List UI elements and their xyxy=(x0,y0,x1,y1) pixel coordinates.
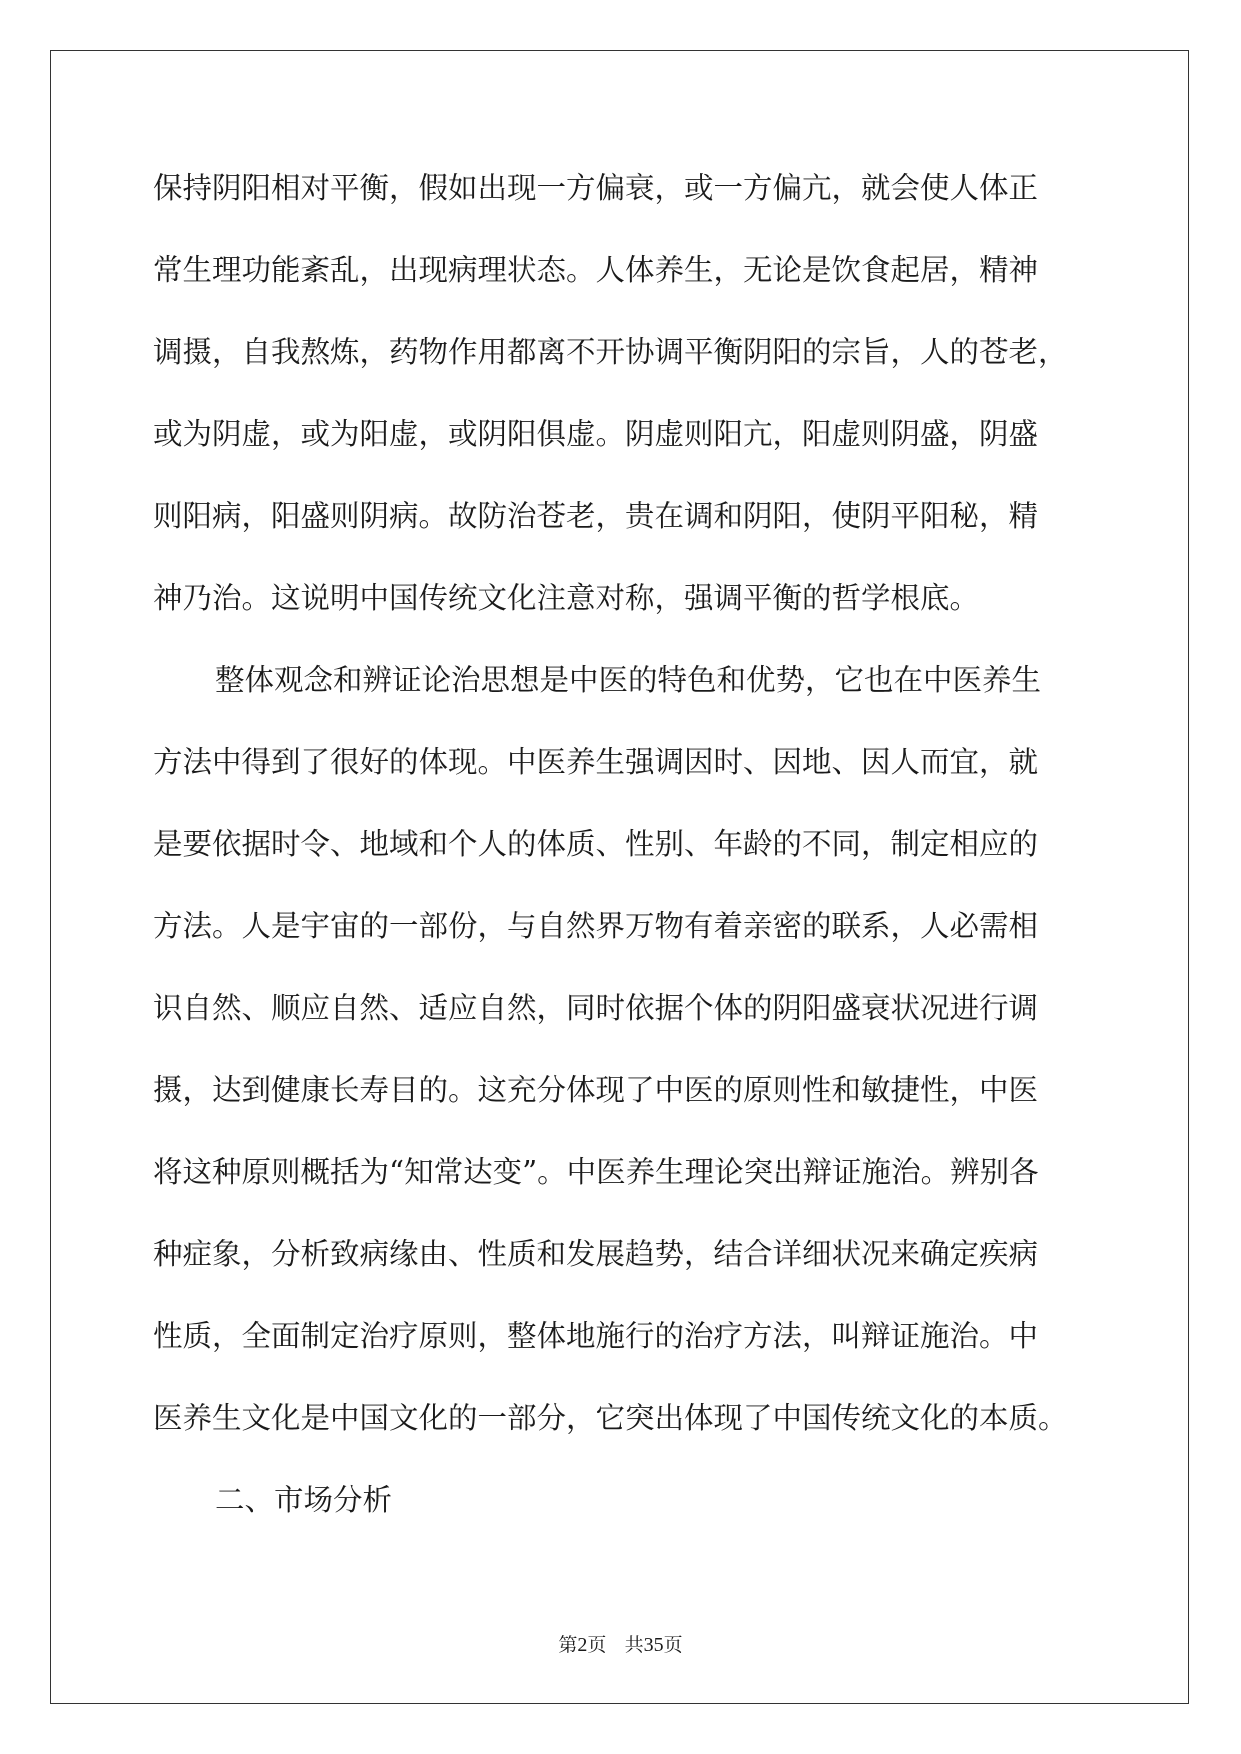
text-line: 方法中得到了很好的体现。中医养生强调因时、因地、因人而宜，就 xyxy=(153,745,1039,779)
text-line: 种症象，分析致病缘由、性质和发展趋势，结合详细状况来确定疾病 xyxy=(153,1237,1039,1271)
page-number: 2 xyxy=(577,1634,588,1656)
page-suffix: 页 xyxy=(587,1634,607,1656)
text-line: 常生理功能紊乱，出现病理状态。人体养生，无论是饮食起居，精神 xyxy=(153,253,1039,287)
text-line: 方法。人是宇宙的一部份，与自然界万物有着亲密的联系，人必需相 xyxy=(153,909,1039,943)
total-pages: 35 xyxy=(643,1634,664,1656)
total-suffix: 页 xyxy=(663,1634,683,1656)
text-line: 神乃治。这说明中国传统文化注意对称，强调平衡的哲学根底。 xyxy=(153,581,980,615)
text-line: 识自然、顺应自然、适应自然，同时依据个体的阴阳盛衰状况进行调 xyxy=(153,991,1039,1025)
text-line: 则阳病，阳盛则阴病。故防治苍老，贵在调和阴阳，使阴平阳秘，精 xyxy=(153,499,1039,533)
text-line: 性质，全面制定治疗原则，整体地施行的治疗方法，叫辩证施治。中 xyxy=(153,1319,1039,1353)
section-heading: 二、市场分析 xyxy=(215,1483,393,1517)
text-line: 将这种原则概括为“知常达变”。中医养生理论突出辩证施治。辨别各 xyxy=(153,1155,1039,1189)
text-line: 保持阴阳相对平衡，假如出现一方偏衰，或一方偏亢，就会使人体正 xyxy=(153,171,1039,205)
text-line: 是要依据时令、地域和个人的体质、性别、年龄的不同，制定相应的 xyxy=(153,827,1039,861)
text-line: 医养生文化是中国文化的一部分，它突出体现了中国传统文化的本质。 xyxy=(153,1401,1068,1435)
text-line: 调摄，自我熬炼，药物作用都离不开协调平衡阴阳的宗旨，人的苍老， xyxy=(153,335,1068,369)
text-line: 或为阴虚，或为阳虚，或阴阳俱虚。阴虚则阳亢，阳虚则阴盛，阴盛 xyxy=(153,417,1039,451)
text-line: 摄，达到健康长寿目的。这充分体现了中医的原则性和敏捷性，中医 xyxy=(153,1073,1039,1107)
paragraph-yin-yang-balance xyxy=(153,160,1093,652)
paragraph-holistic-concept xyxy=(153,652,1093,1472)
document-body xyxy=(153,160,1093,1554)
total-prefix: 共 xyxy=(624,1634,644,1656)
page-footer xyxy=(0,1631,1241,1659)
page-prefix: 第 xyxy=(558,1634,578,1656)
text-line: 整体观念和辨证论治思想是中医的特色和优势，它也在中医养生 xyxy=(215,663,1042,697)
